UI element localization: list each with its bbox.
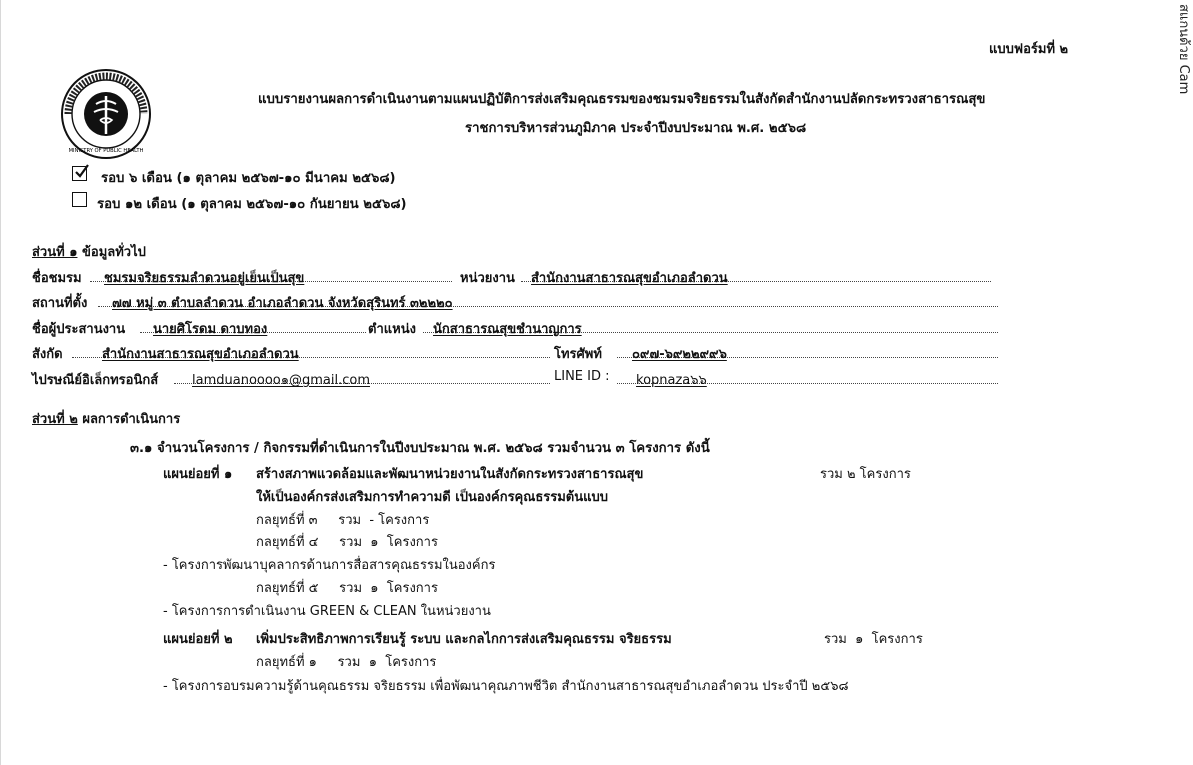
- plan1-title-line-2: ให้เป็นองค์กรส่งเสริมการทำความดี เป็นองค์กรคุณธรรมต้นแบบ: [256, 490, 608, 505]
- part2-heading: [32, 408, 180, 429]
- title-line-1: แบบรายงานผลการดำเนินงานตามแผนปฏิบัติการส่งเสริมคุณธรรมของชมรมจริยธรรมในสังกัดสำนักงานปลัดกระทรวงสาธารณสุข: [258, 92, 986, 107]
- email-row: [32, 369, 998, 389]
- round-6-month-checkbox[interactable]: [72, 166, 87, 181]
- affiliation-label: สังกัด: [32, 347, 63, 362]
- round-6-month-label: รอบ ๖ เดือน (๑ ตุลาคม ๒๕๖๗-๑๐ มีนาคม ๒๕๖๘): [101, 171, 396, 186]
- form-number: แบบฟอร์มที่ ๒: [989, 42, 1069, 57]
- email-value: lamduanoooo๑@gmail.com: [192, 373, 371, 388]
- checkmark-icon: [74, 164, 90, 180]
- plan2-label: แผนย่อยที่ ๒: [163, 632, 233, 647]
- line-id-label: LINE ID :: [554, 369, 610, 384]
- email-label: ไปรษณีย์อิเล็กทรอนิกส์: [32, 373, 159, 388]
- plan1-total: รวม ๒ โครงการ: [820, 467, 911, 482]
- plan2-strategy-1: กลยุทธ์ที่ ๑ รวม ๑ โครงการ: [256, 655, 437, 670]
- plan1-strategy-5: กลยุทธ์ที่ ๕ รวม ๑ โครงการ: [256, 581, 438, 596]
- position-value: นักสาธารณสุขชำนาญการ: [433, 322, 582, 337]
- location-label: สถานที่ตั้ง: [32, 296, 88, 311]
- coordinator-label: ชื่อผู้ประสานงาน: [32, 322, 126, 337]
- part1-heading: [32, 241, 146, 262]
- affiliation-row: [32, 343, 998, 363]
- part1-title: ข้อมูลทั่วไป: [82, 245, 146, 260]
- plan1-project-2: - โครงการการดำเนินงาน GREEN & CLEAN ในหน่วยงาน: [163, 604, 491, 619]
- title-line-2: ราชการบริหารส่วนภูมิภาค ประจำปีงบประมาณ พ.ศ. ๒๕๖๘: [465, 121, 807, 136]
- club-value: ชมรมจริยธรรมลำดวนอยู่เย็นเป็นสุข: [104, 271, 305, 286]
- part1-number: ส่วนที่ ๑: [32, 245, 78, 260]
- position-label: ตำแหน่ง: [368, 322, 416, 337]
- club-row: [32, 267, 992, 287]
- scanner-watermark: สแกนด้วย Cam: [1176, 4, 1191, 95]
- plan2-title: เพิ่มประสิทธิภาพการเรียนรู้ ระบบ และกลไกการส่งเสริมคุณธรรม จริยธรรม: [256, 632, 672, 647]
- project-summary: ๓.๑ จำนวนโครงการ / กิจกรรมที่ดำเนินการในปีงบประมาณ พ.ศ. ๒๕๖๘ รวมจำนวน ๓ โครงการ ดังนี้: [130, 441, 710, 456]
- affiliation-value: สำนักงานสาธารณสุขอำเภอลำดวน: [102, 347, 299, 362]
- plan1-title-line-1: สร้างสภาพแวดล้อมและพัฒนาหน่วยงานในสังกัดกระทรวงสาธารณสุข: [256, 467, 644, 482]
- seal-text: MINISTRY OF PUBLIC HEALTH: [68, 148, 144, 154]
- page-border: [0, 0, 1, 765]
- phone-label: โทรศัพท์: [554, 347, 602, 362]
- plan2-total: รวม ๑ โครงการ: [824, 632, 923, 647]
- unit-label: หน่วยงาน: [460, 271, 515, 286]
- unit-value: สำนักงานสาธารณสุขอำเภอลำดวน: [531, 271, 728, 286]
- plan1-project-1: - โครงการพัฒนาบุคลากรด้านการสื่อสารคุณธรรมในองค์กร: [163, 558, 496, 573]
- plan1-strategy-4: กลยุทธ์ที่ ๔ รวม ๑ โครงการ: [256, 535, 438, 550]
- round-12-month-checkbox[interactable]: [72, 192, 87, 207]
- plan1-label: แผนย่อยที่ ๑: [163, 467, 233, 482]
- part2-title: ผลการดำเนินการ: [82, 412, 181, 427]
- location-row: [32, 292, 998, 312]
- plan2-project-1: - โครงการอบรมความรู้ด้านคุณธรรม จริยธรรม เพื่อพัฒนาคุณภาพชีวิต สำนักงานสาธารณสุขอำเภอลำดวน ประจำปี ๒๕๖๘: [163, 679, 849, 694]
- ministry-seal-logo: [60, 68, 152, 160]
- coordinator-value: นายศิโรดม ดาบทอง: [153, 322, 268, 337]
- phone-value: ๐๙๗-๖๙๒๒๙๙๖: [632, 347, 727, 362]
- line-id-value: kopnaza๖๖: [636, 373, 707, 388]
- plan1-strategy-3: กลยุทธ์ที่ ๓ รวม - โครงการ: [256, 513, 430, 528]
- location-value: ๗๗ หมู่ ๓ ตำบลลำดวน อำเภอลำดวน จังหวัดสุรินทร์ ๓๒๒๒๐: [112, 296, 453, 311]
- coordinator-row: [32, 318, 998, 338]
- part2-number: ส่วนที่ ๒: [32, 412, 78, 427]
- round-12-month-label: รอบ ๑๒ เดือน (๑ ตุลาคม ๒๕๖๗-๑๐ กันยายน ๒๕๖๘): [97, 197, 407, 212]
- club-label: ชื่อชมรม: [32, 271, 82, 286]
